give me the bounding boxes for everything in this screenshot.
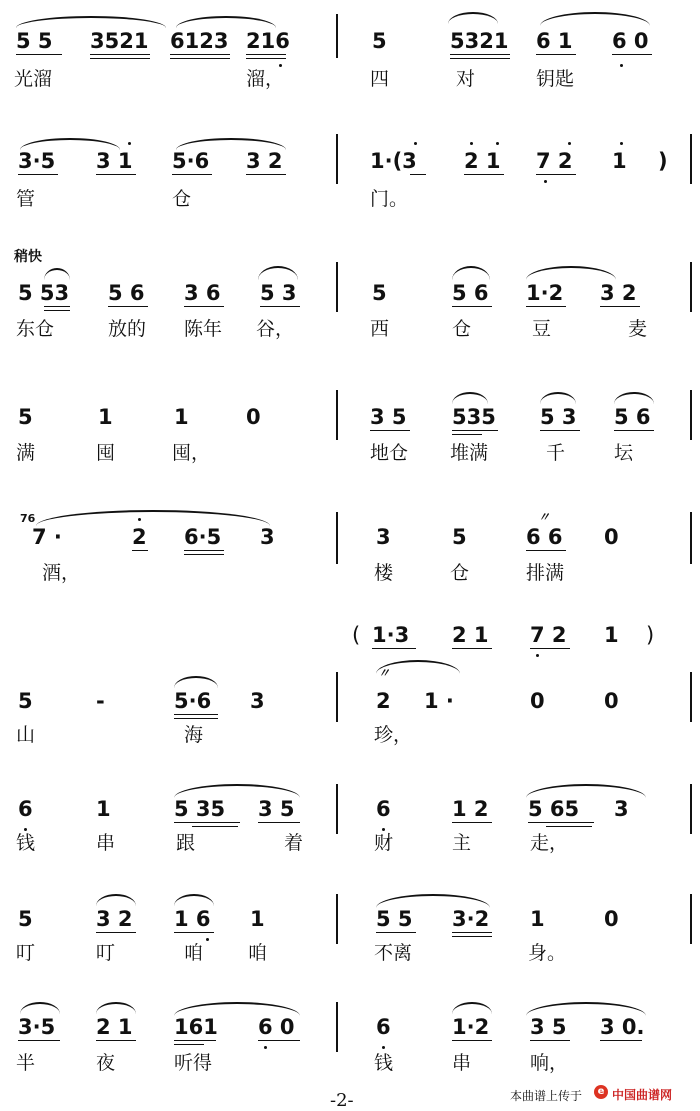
lyric: 坛 [614,442,634,464]
note: 0 [246,405,261,429]
lyric: 东仓 [16,318,55,340]
lyric: 珍， [374,724,413,746]
underline [600,306,640,307]
note: 2 1 [96,1015,133,1039]
note: 7 2 [530,623,567,647]
dot [24,828,27,831]
note: 1 [604,623,619,647]
tie [258,266,298,280]
tie [448,12,498,24]
note: 1 [96,797,111,821]
note: 5 [452,525,467,549]
underline [452,936,492,937]
tie [452,1002,492,1014]
underline [536,54,576,55]
underline [536,174,576,175]
note: 3 2 [96,907,133,931]
note: 161 [174,1015,218,1039]
lyric: 身。 [528,942,567,964]
underline [452,822,492,823]
underline [530,1040,570,1041]
underline [452,306,492,307]
lyric: 放的 [108,318,147,340]
underline [260,306,300,307]
lyric: 不离 [374,942,413,964]
bar-line [336,1002,338,1052]
lyric: 麦 [628,318,648,340]
lyric: 串 [96,832,116,854]
note: 5 65 [528,797,580,821]
note: 216 [246,29,290,53]
lyric: 海 [184,724,204,746]
dot [279,64,282,67]
underline [16,54,62,55]
underline [184,306,224,307]
underline [464,174,504,175]
note: 3 2 [246,149,283,173]
lyric: 管 [16,188,36,210]
site-logo-icon: e [594,1085,608,1099]
bar-line [690,390,692,440]
tie [376,660,460,674]
note: 1·3 [372,623,410,647]
note: 5 [372,29,387,53]
tie [540,392,576,404]
underline [132,550,148,551]
lyric: 听得 [174,1052,213,1074]
underline [44,310,70,311]
dot [544,180,547,183]
lyric: 囤 [96,442,116,464]
note: 3 5 [258,797,295,821]
bar-line [336,14,338,58]
note: 6 [18,797,33,821]
bar-line [690,784,692,834]
underline [90,54,150,55]
underline [246,58,286,59]
note: 1 [530,907,545,931]
underline [170,54,230,55]
tie [540,12,650,26]
lyric: 囤， [172,442,211,464]
note: 3·5 [18,149,56,173]
note: 6 0 [258,1015,295,1039]
lyric: 豆 [532,318,552,340]
underline [530,648,570,649]
lyric: 地仓 [370,442,409,464]
underline [410,174,426,175]
lyric: 钱 [16,832,36,854]
upload-note: 本曲谱上传于 [510,1089,583,1103]
underline [44,306,70,307]
note: 1·2 [452,1015,490,1039]
note: ( [352,623,361,647]
tie [526,266,616,280]
lyric: 仓 [450,562,470,584]
underline [174,718,218,719]
note: 5 6 [452,281,489,305]
underline [452,932,492,933]
bar-line [336,894,338,944]
note: 1 2 [452,797,489,821]
dot [496,142,499,145]
underline [540,430,580,431]
lyric: 走， [530,832,569,854]
tie [36,510,270,526]
lyric: 主 [452,832,472,854]
tie [174,894,214,906]
tie [174,784,300,798]
dot [620,64,623,67]
note: 5 35 [174,797,226,821]
note: 3·5 [18,1015,56,1039]
lyric: 串 [452,1052,472,1074]
lyric: 响， [530,1052,569,1074]
note: 1 [174,405,189,429]
lyric: 四 [370,68,390,90]
note: 2 [132,525,147,549]
note: 5 5 [376,907,413,931]
note: 7 · [32,525,62,549]
note: 5 3 [260,281,297,305]
bar-line [336,134,338,184]
site-name[interactable]: 中国曲谱网 [612,1088,673,1102]
note: 5 53 [18,281,70,305]
lyric: 仓 [172,188,192,210]
note: 0 [530,689,545,713]
dot [206,938,209,941]
underline [376,932,416,933]
bar-line [690,512,692,564]
tie [376,894,490,908]
underline [452,1040,492,1041]
lyric: 光溜 [14,68,53,90]
note: 6 [376,1015,391,1039]
lyric: 咱 [248,942,268,964]
lyric: 着 [284,832,304,854]
tie [452,266,490,280]
note: 6 1 [536,29,573,53]
note: 1 6 [174,907,211,931]
grace-note: 76 [20,512,36,525]
tie [20,1002,60,1014]
note: 5·6 [174,689,212,713]
underline [258,822,300,823]
lyric: 仓 [452,318,472,340]
dot [382,828,385,831]
note: 3 2 [600,281,637,305]
note: 5 5 [16,29,53,53]
note: 1 [250,907,265,931]
note: 5 [18,405,33,429]
note: ) [646,623,655,647]
lyric: 堆满 [450,442,489,464]
note: 0 [604,689,619,713]
note: 5 [18,907,33,931]
note: ) [658,149,668,173]
lyric: 跟 [176,832,196,854]
note: 1 [612,149,627,173]
underline [172,174,212,175]
dot [620,142,623,145]
note: 5 [372,281,387,305]
bar-line [690,134,692,184]
bar-line [690,894,692,944]
note: 5321 [450,29,509,53]
underline [612,54,652,55]
dot [414,142,417,145]
underline [452,648,492,649]
underline [528,822,594,823]
dot [128,142,131,145]
note: 3 1 [96,149,133,173]
lyric: 门。 [370,188,409,210]
lyric: 夜 [96,1052,116,1074]
underline [96,1040,136,1041]
ornament-mark: 〃 [538,510,551,524]
tie [614,392,654,404]
note: 2 [376,689,391,713]
lyric: 排满 [526,562,565,584]
underline [452,430,498,431]
bar-line [336,262,338,312]
underline [258,1040,300,1041]
note: 2 1 [464,149,501,173]
note: - [96,689,105,713]
underline [600,1040,642,1041]
note: 6 0 [612,29,649,53]
lyric: 叮 [16,942,36,964]
note: 3 [250,689,265,713]
bar-line [336,784,338,834]
underline [246,174,286,175]
lyric: 半 [16,1052,36,1074]
tie [96,1002,136,1014]
note: 535 [452,405,496,429]
bar-line [336,390,338,440]
bar-line [690,672,692,722]
lyric: 陈年 [184,318,223,340]
tie [16,16,166,28]
lyric: 叮 [96,942,116,964]
underline [184,550,224,551]
note: 6 [376,797,391,821]
underline [370,430,410,431]
note: 6 6 [526,525,563,549]
note: 3 6 [184,281,221,305]
note: 1·2 [526,281,564,305]
underline [450,58,510,59]
lyric: 钥匙 [536,68,575,90]
dot [568,142,571,145]
note: 3521 [90,29,149,53]
underline [18,174,58,175]
underline [452,434,482,435]
lyric: 溜， [246,68,285,90]
tie [174,676,218,688]
underline [18,1040,60,1041]
lyric: 千 [546,442,566,464]
tie [174,1002,300,1016]
note: 3 0. [600,1015,645,1039]
dot [382,1046,385,1049]
page-number: -2- [330,1090,354,1111]
tie [526,784,646,798]
dot [536,654,539,657]
tie [44,268,70,280]
note: 3 [614,797,629,821]
lyric: 楼 [374,562,394,584]
tie [526,1002,646,1016]
bar-line [336,512,338,564]
tie [176,16,276,28]
underline [108,306,148,307]
note: 5 3 [540,405,577,429]
note: 3 [260,525,275,549]
lyric: 对 [456,68,476,90]
note: 5 [18,689,33,713]
dot [470,142,473,145]
underline [450,54,510,55]
note: 0 [604,907,619,931]
note: 3 [376,525,391,549]
dot [138,518,141,521]
lyric: 山 [16,724,36,746]
lyric: 满 [16,442,36,464]
note: 5 6 [614,405,651,429]
lyric: 钱 [374,1052,394,1074]
bar-line [690,262,692,312]
underline [614,430,654,431]
note: 1 · [424,689,454,713]
underline [526,550,566,551]
ornament-mark: 〃 [378,666,391,680]
underline [174,822,240,823]
note: 3·2 [452,907,490,931]
underline [174,714,218,715]
underline [90,58,150,59]
note: 0 [604,525,619,549]
note: 3 5 [370,405,407,429]
underline [184,554,224,555]
tie [452,392,488,404]
note: 2 1 [452,623,489,647]
underline [546,826,592,827]
underline [96,932,136,933]
underline [174,1040,216,1041]
lyric: 西 [370,318,390,340]
underline [174,932,214,933]
lyric: 酒， [42,562,81,584]
underline [246,54,286,55]
lyric: 财 [374,832,394,854]
underline [174,1044,204,1045]
underline [372,648,416,649]
note: 6123 [170,29,229,53]
bar-line [336,672,338,722]
tie [96,894,136,906]
underline [96,174,136,175]
underline [192,826,238,827]
note: 5·6 [172,149,210,173]
dot [264,1046,267,1049]
lyric: 谷， [256,318,295,340]
underline [526,306,566,307]
note: 3 5 [530,1015,567,1039]
lyric: 咱 [184,942,204,964]
tempo-marking: 稍快 [14,249,42,265]
note: 1 [98,405,113,429]
note: 1·(3 [370,149,417,173]
note: 7 2 [536,149,573,173]
underline [170,58,230,59]
note: 6·5 [184,525,222,549]
note: 5 6 [108,281,145,305]
